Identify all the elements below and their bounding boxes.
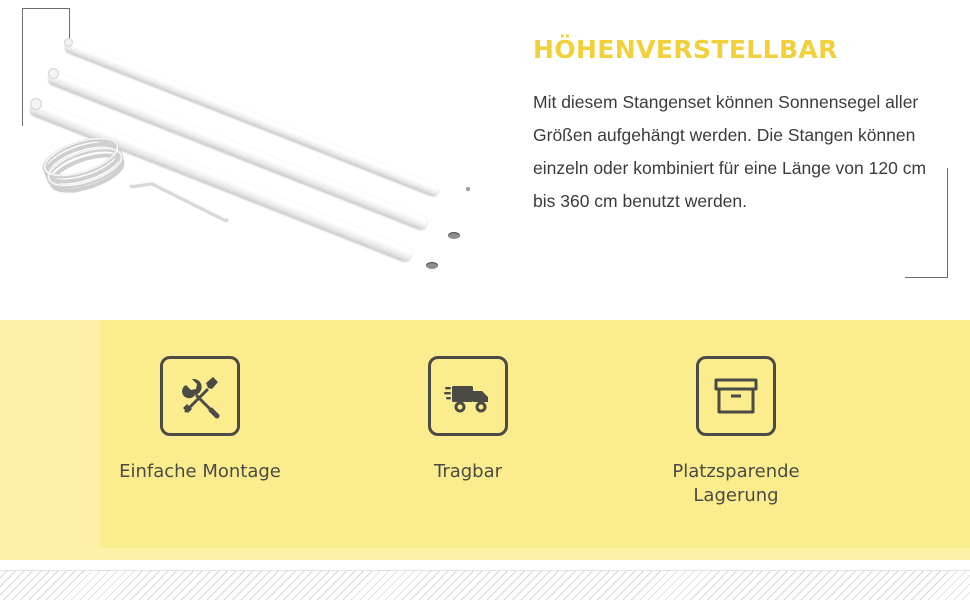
- tools-icon-frame: [160, 356, 240, 436]
- ground-peg: [128, 180, 238, 230]
- feature-label: Einfache Montage: [119, 461, 281, 482]
- feature-band: [0, 320, 970, 560]
- feature-list: [100, 356, 860, 508]
- page-title: HÖHENVERSTELLBAR: [533, 35, 838, 64]
- truck-icon-frame: [428, 356, 508, 436]
- pole-dot-1: [466, 187, 470, 191]
- description-text: Mit diesem Stangenset können Sonnensegel aller Größen aufgehängt werden. Die Stangen können einzeln oder kombiniert für eine Länge von 120 cm bis 360 cm benutzt werden.: [533, 92, 927, 211]
- tools-icon: [177, 373, 223, 419]
- pole-cap-3: [30, 98, 42, 110]
- pole-opening-2: [448, 232, 460, 239]
- box-icon: [713, 376, 759, 416]
- feature-label: Platzsparende Lagerung: [672, 461, 800, 506]
- pole-cap-1: [64, 38, 73, 47]
- text-column: [515, 0, 970, 320]
- pole-cap-2: [48, 68, 59, 79]
- truck-icon: [444, 376, 492, 416]
- feature-item-lagerung: [636, 356, 836, 508]
- feature-item-montage: [100, 356, 300, 508]
- pole-opening-3: [426, 262, 438, 269]
- product-image: [0, 0, 515, 320]
- box-icon-frame: [696, 356, 776, 436]
- feature-item-tragbar: [368, 356, 568, 508]
- bottom-hatch-strip: [0, 570, 970, 600]
- feature-label: Tragbar: [433, 461, 503, 482]
